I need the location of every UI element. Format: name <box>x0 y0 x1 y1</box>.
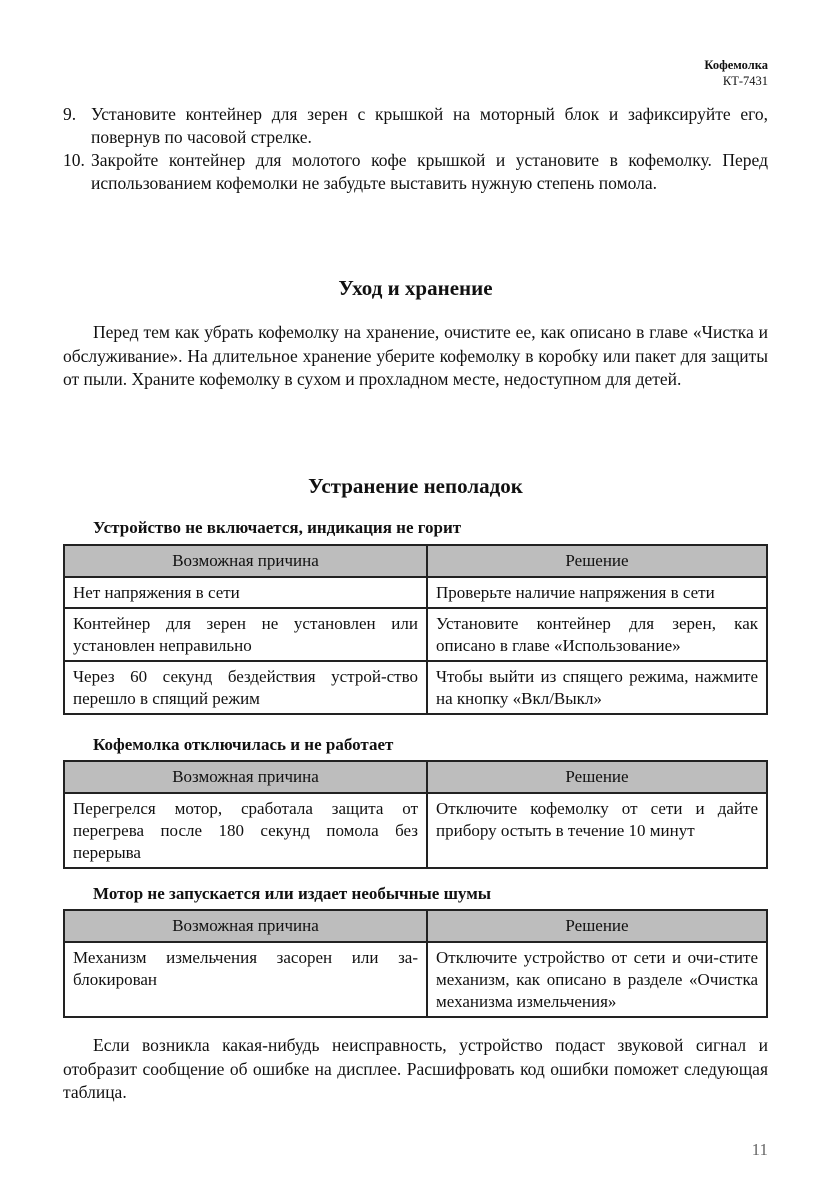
table-row <box>64 608 767 661</box>
cause-cell: Контейнер для зерен не установлен или установлен неправильно <box>64 608 427 661</box>
column-header-solution: Решение <box>427 910 767 942</box>
table-header-row <box>64 910 767 942</box>
section-heading-shutdown: Кофемолка отключилась и не работает <box>93 735 394 754</box>
instruction-steps <box>63 103 768 195</box>
section-heading-motor: Мотор не запускается или издает необычные шумы <box>93 884 492 903</box>
column-header-solution: Решение <box>427 761 767 793</box>
error-note-paragraph: Если возникла какая-нибудь неисправность, устройство подаст звуковой сигнал и отобразит сообщение об ошибке на дисплее. Расшифровать код ошибки поможет следующая таблица. <box>63 1035 768 1102</box>
table-row <box>64 577 767 608</box>
solution-cell: Установите контейнер для зерен, как описано в главе «Использование» <box>427 608 767 661</box>
table-header-row <box>64 761 767 793</box>
step-number: 10. <box>63 150 85 170</box>
column-header-cause: Возможная причина <box>64 910 427 942</box>
care-paragraph: Перед тем как убрать кофемолку на хранение, очистите ее, как описано в главе «Чистка и обслуживание». На длительное хранение уберите кофемолку в коробку или пакет для защиты от пыли. Храните кофемолку в сухом и прохладном месте, недоступном для детей. <box>63 322 768 389</box>
solution-cell: Проверьте наличие напряжения в сети <box>427 577 767 608</box>
solution-cell: Отключите устройство от сети и очи-стите механизм, как описано в разделе «Очистка механизма измельчения» <box>427 942 767 1017</box>
cause-cell: Через 60 секунд бездействия устрой-ство перешло в спящий режим <box>64 661 427 714</box>
cause-cell: Перегрелся мотор, сработала защита от перегрева после 180 секунд помола без перерыва <box>64 793 427 868</box>
solution-cell: Отключите кофемолку от сети и дайте прибору остыть в течение 10 минут <box>427 793 767 868</box>
step-number: 9. <box>63 104 77 124</box>
cause-cell: Механизм измельчения засорен или за-блокирован <box>64 942 427 1017</box>
troubleshooting-heading: Устранение неполадок <box>308 474 523 498</box>
troubleshooting-table-shutdown <box>63 760 768 869</box>
step-text: Закройте контейнер для молотого кофе крышкой и установите в кофемолку. Перед использованием кофемолки не забудьте выставить нужную степень помола. <box>91 150 768 193</box>
table-row <box>64 942 767 1017</box>
header-model: КТ-7431 <box>722 74 768 88</box>
page-number: 11 <box>751 1140 768 1159</box>
step-item <box>63 103 768 149</box>
troubleshooting-table-no-power <box>63 544 768 715</box>
column-header-solution: Решение <box>427 545 767 577</box>
cause-cell: Нет напряжения в сети <box>64 577 427 608</box>
column-header-cause: Возможная причина <box>64 761 427 793</box>
column-header-cause: Возможная причина <box>64 545 427 577</box>
section-heading-no-power: Устройство не включается, индикация не горит <box>93 518 462 537</box>
document-page <box>63 0 768 1189</box>
troubleshooting-table-motor <box>63 909 768 1018</box>
table-row <box>64 661 767 714</box>
step-item <box>63 149 768 195</box>
step-text: Установите контейнер для зерен с крышкой на моторный блок и зафиксируйте его, повернув по часовой стрелке. <box>91 104 768 147</box>
care-heading: Уход и хранение <box>338 276 493 300</box>
header-title: Кофемолка <box>704 58 768 72</box>
table-row <box>64 793 767 868</box>
page-header <box>704 57 768 89</box>
table-header-row <box>64 545 767 577</box>
solution-cell: Чтобы выйти из спящего режима, нажмите на кнопку «Вкл/Выкл» <box>427 661 767 714</box>
